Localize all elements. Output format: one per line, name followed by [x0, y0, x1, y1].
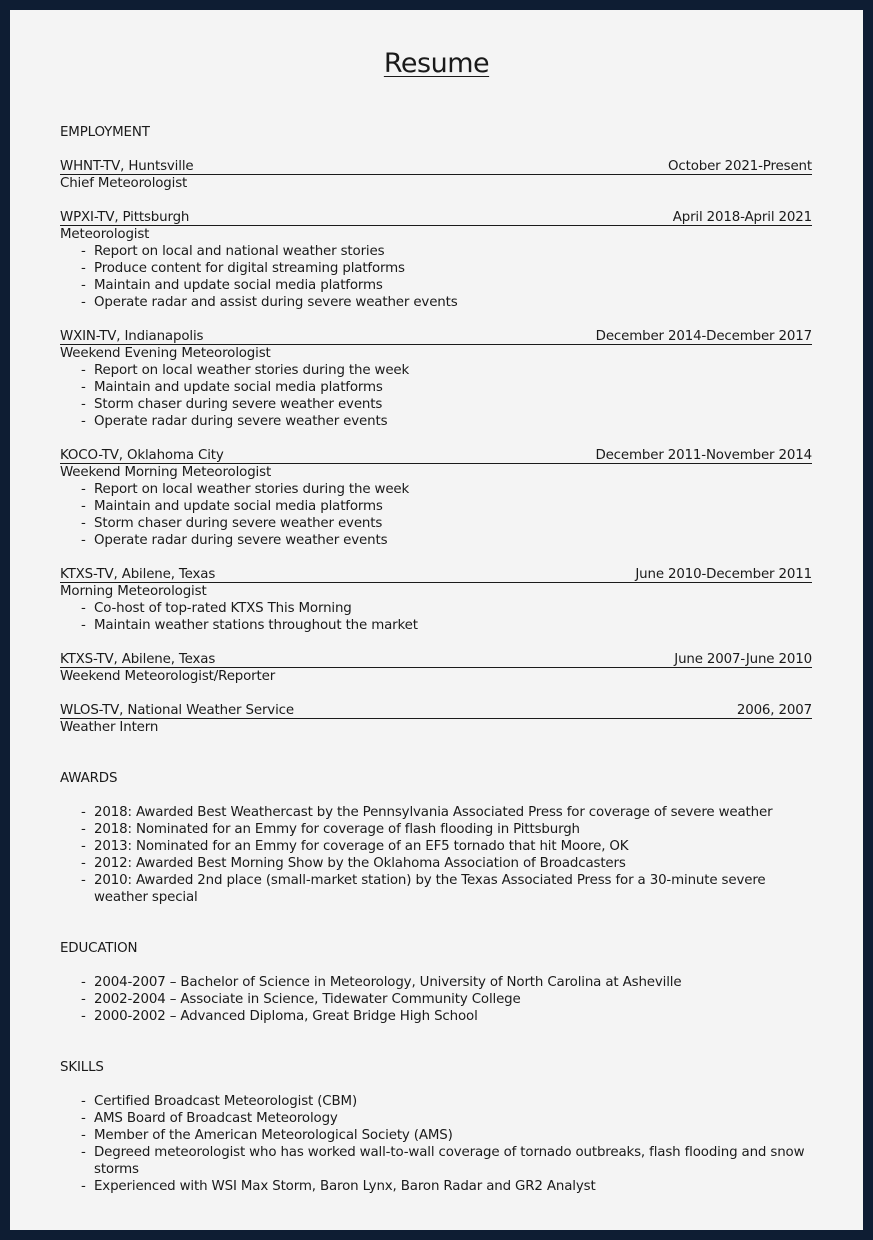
skills-section: [60, 1059, 812, 1195]
job-role: Weekend Morning Meteorologist: [60, 465, 272, 480]
list-item: - Report on local weather stories during the week: [80, 481, 812, 498]
resume-content: [60, 124, 812, 1195]
list-item: - Operate radar during severe weather events: [80, 413, 812, 430]
list-item: - Maintain weather stations throughout the market: [80, 617, 812, 634]
list-item: - AMS Board of Broadcast Meteorology: [80, 1110, 812, 1127]
list-item: - Operate radar and assist during severe weather events: [80, 294, 812, 311]
job-dates: June 2010-December 2011: [635, 567, 812, 582]
employment-section: [60, 124, 812, 736]
job-role: Weekend Evening Meteorologist: [60, 346, 271, 361]
job-entry: [60, 209, 812, 311]
job-header: [60, 447, 812, 464]
awards-section: [60, 770, 812, 906]
job-org: WHNT-TV, Huntsville: [60, 159, 194, 174]
list-item: - 2002-2004 – Associate in Science, Tidewater Community College: [80, 991, 812, 1008]
list-item: - Storm chaser during severe weather events: [80, 515, 812, 532]
job-entry: [60, 158, 812, 192]
job-role: Chief Meteorologist: [60, 176, 188, 191]
job-entry: [60, 328, 812, 430]
job-org: WLOS-TV, National Weather Service: [60, 703, 294, 718]
list-item: - 2018: Awarded Best Weathercast by the Pennsylvania Associated Press for coverage of severe weather: [80, 804, 812, 821]
job-header: [60, 158, 812, 175]
section-heading-skills: SKILLS: [60, 1060, 104, 1075]
job-entry: [60, 566, 812, 634]
list-item: - 2004-2007 – Bachelor of Science in Meteorology, University of North Carolina at Asheville: [80, 974, 812, 991]
skills-list: [60, 1093, 812, 1195]
page-title: Resume: [383, 48, 490, 79]
job-duties: [60, 243, 812, 311]
list-item: - Storm chaser during severe weather events: [80, 396, 812, 413]
list-item: - 2000-2002 – Advanced Diploma, Great Bridge High School: [80, 1008, 812, 1025]
job-duties: [60, 600, 812, 634]
job-role: Meteorologist: [60, 227, 150, 242]
job-header: [60, 566, 812, 583]
job-duties: [60, 362, 812, 430]
list-item: - 2018: Nominated for an Emmy for coverage of flash flooding in Pittsburgh: [80, 821, 812, 838]
job-header: [60, 651, 812, 668]
job-header: [60, 209, 812, 226]
job-role: Weather Intern: [60, 720, 159, 735]
job-org: KOCO-TV, Oklahoma City: [60, 448, 224, 463]
list-item: - 2012: Awarded Best Morning Show by the Oklahoma Association of Broadcasters: [80, 855, 812, 872]
list-item: - Operate radar during severe weather events: [80, 532, 812, 549]
section-heading-employment: EMPLOYMENT: [60, 125, 150, 140]
list-item: - Maintain and update social media platforms: [80, 379, 812, 396]
job-org: WXIN-TV, Indianapolis: [60, 329, 204, 344]
job-role: Morning Meteorologist: [60, 584, 207, 599]
awards-list: [60, 804, 812, 906]
list-item: - Maintain and update social media platforms: [80, 277, 812, 294]
list-item: - 2013: Nominated for an Emmy for coverage of an EF5 tornado that hit Moore, OK: [80, 838, 812, 855]
education-section: [60, 940, 812, 1025]
job-dates: December 2011-November 2014: [595, 448, 812, 463]
list-item: - Certified Broadcast Meteorologist (CBM): [80, 1093, 812, 1110]
job-dates: 2006, 2007: [736, 703, 812, 718]
job-dates: June 2007-June 2010: [674, 652, 812, 667]
list-item: - Member of the American Meteorological Society (AMS): [80, 1127, 812, 1144]
list-item: - Degreed meteorologist who has worked wall-to-wall coverage of tornado outbreaks, flash flooding and snow storms: [80, 1144, 812, 1178]
job-dates: October 2021-Present: [668, 159, 812, 174]
job-role: Weekend Meteorologist/Reporter: [60, 669, 276, 684]
list-item: - Experienced with WSI Max Storm, Baron Lynx, Baron Radar and GR2 Analyst: [80, 1178, 812, 1195]
job-header: [60, 702, 812, 719]
job-org: WPXI-TV, Pittsburgh: [60, 210, 190, 225]
section-heading-education: EDUCATION: [60, 941, 138, 956]
job-header: [60, 328, 812, 345]
job-duties: [60, 481, 812, 549]
job-dates: December 2014-December 2017: [595, 329, 812, 344]
list-item: - Co-host of top-rated KTXS This Morning: [80, 600, 812, 617]
job-entry: [60, 702, 812, 736]
list-item: - Report on local weather stories during the week: [80, 362, 812, 379]
list-item: - Report on local and national weather stories: [80, 243, 812, 260]
list-item: - Maintain and update social media platforms: [80, 498, 812, 515]
list-item: - 2010: Awarded 2nd place (small-market station) by the Texas Associated Press for a 30-minute severe weather special: [80, 872, 812, 906]
resume-page: [10, 10, 863, 1230]
job-entry: [60, 651, 812, 685]
job-org: KTXS-TV, Abilene, Texas: [60, 652, 216, 667]
job-dates: April 2018-April 2021: [672, 210, 812, 225]
list-item: - Produce content for digital streaming platforms: [80, 260, 812, 277]
section-heading-awards: AWARDS: [60, 771, 118, 786]
job-entry: [60, 447, 812, 549]
education-list: [60, 974, 812, 1025]
job-org: KTXS-TV, Abilene, Texas: [60, 567, 216, 582]
